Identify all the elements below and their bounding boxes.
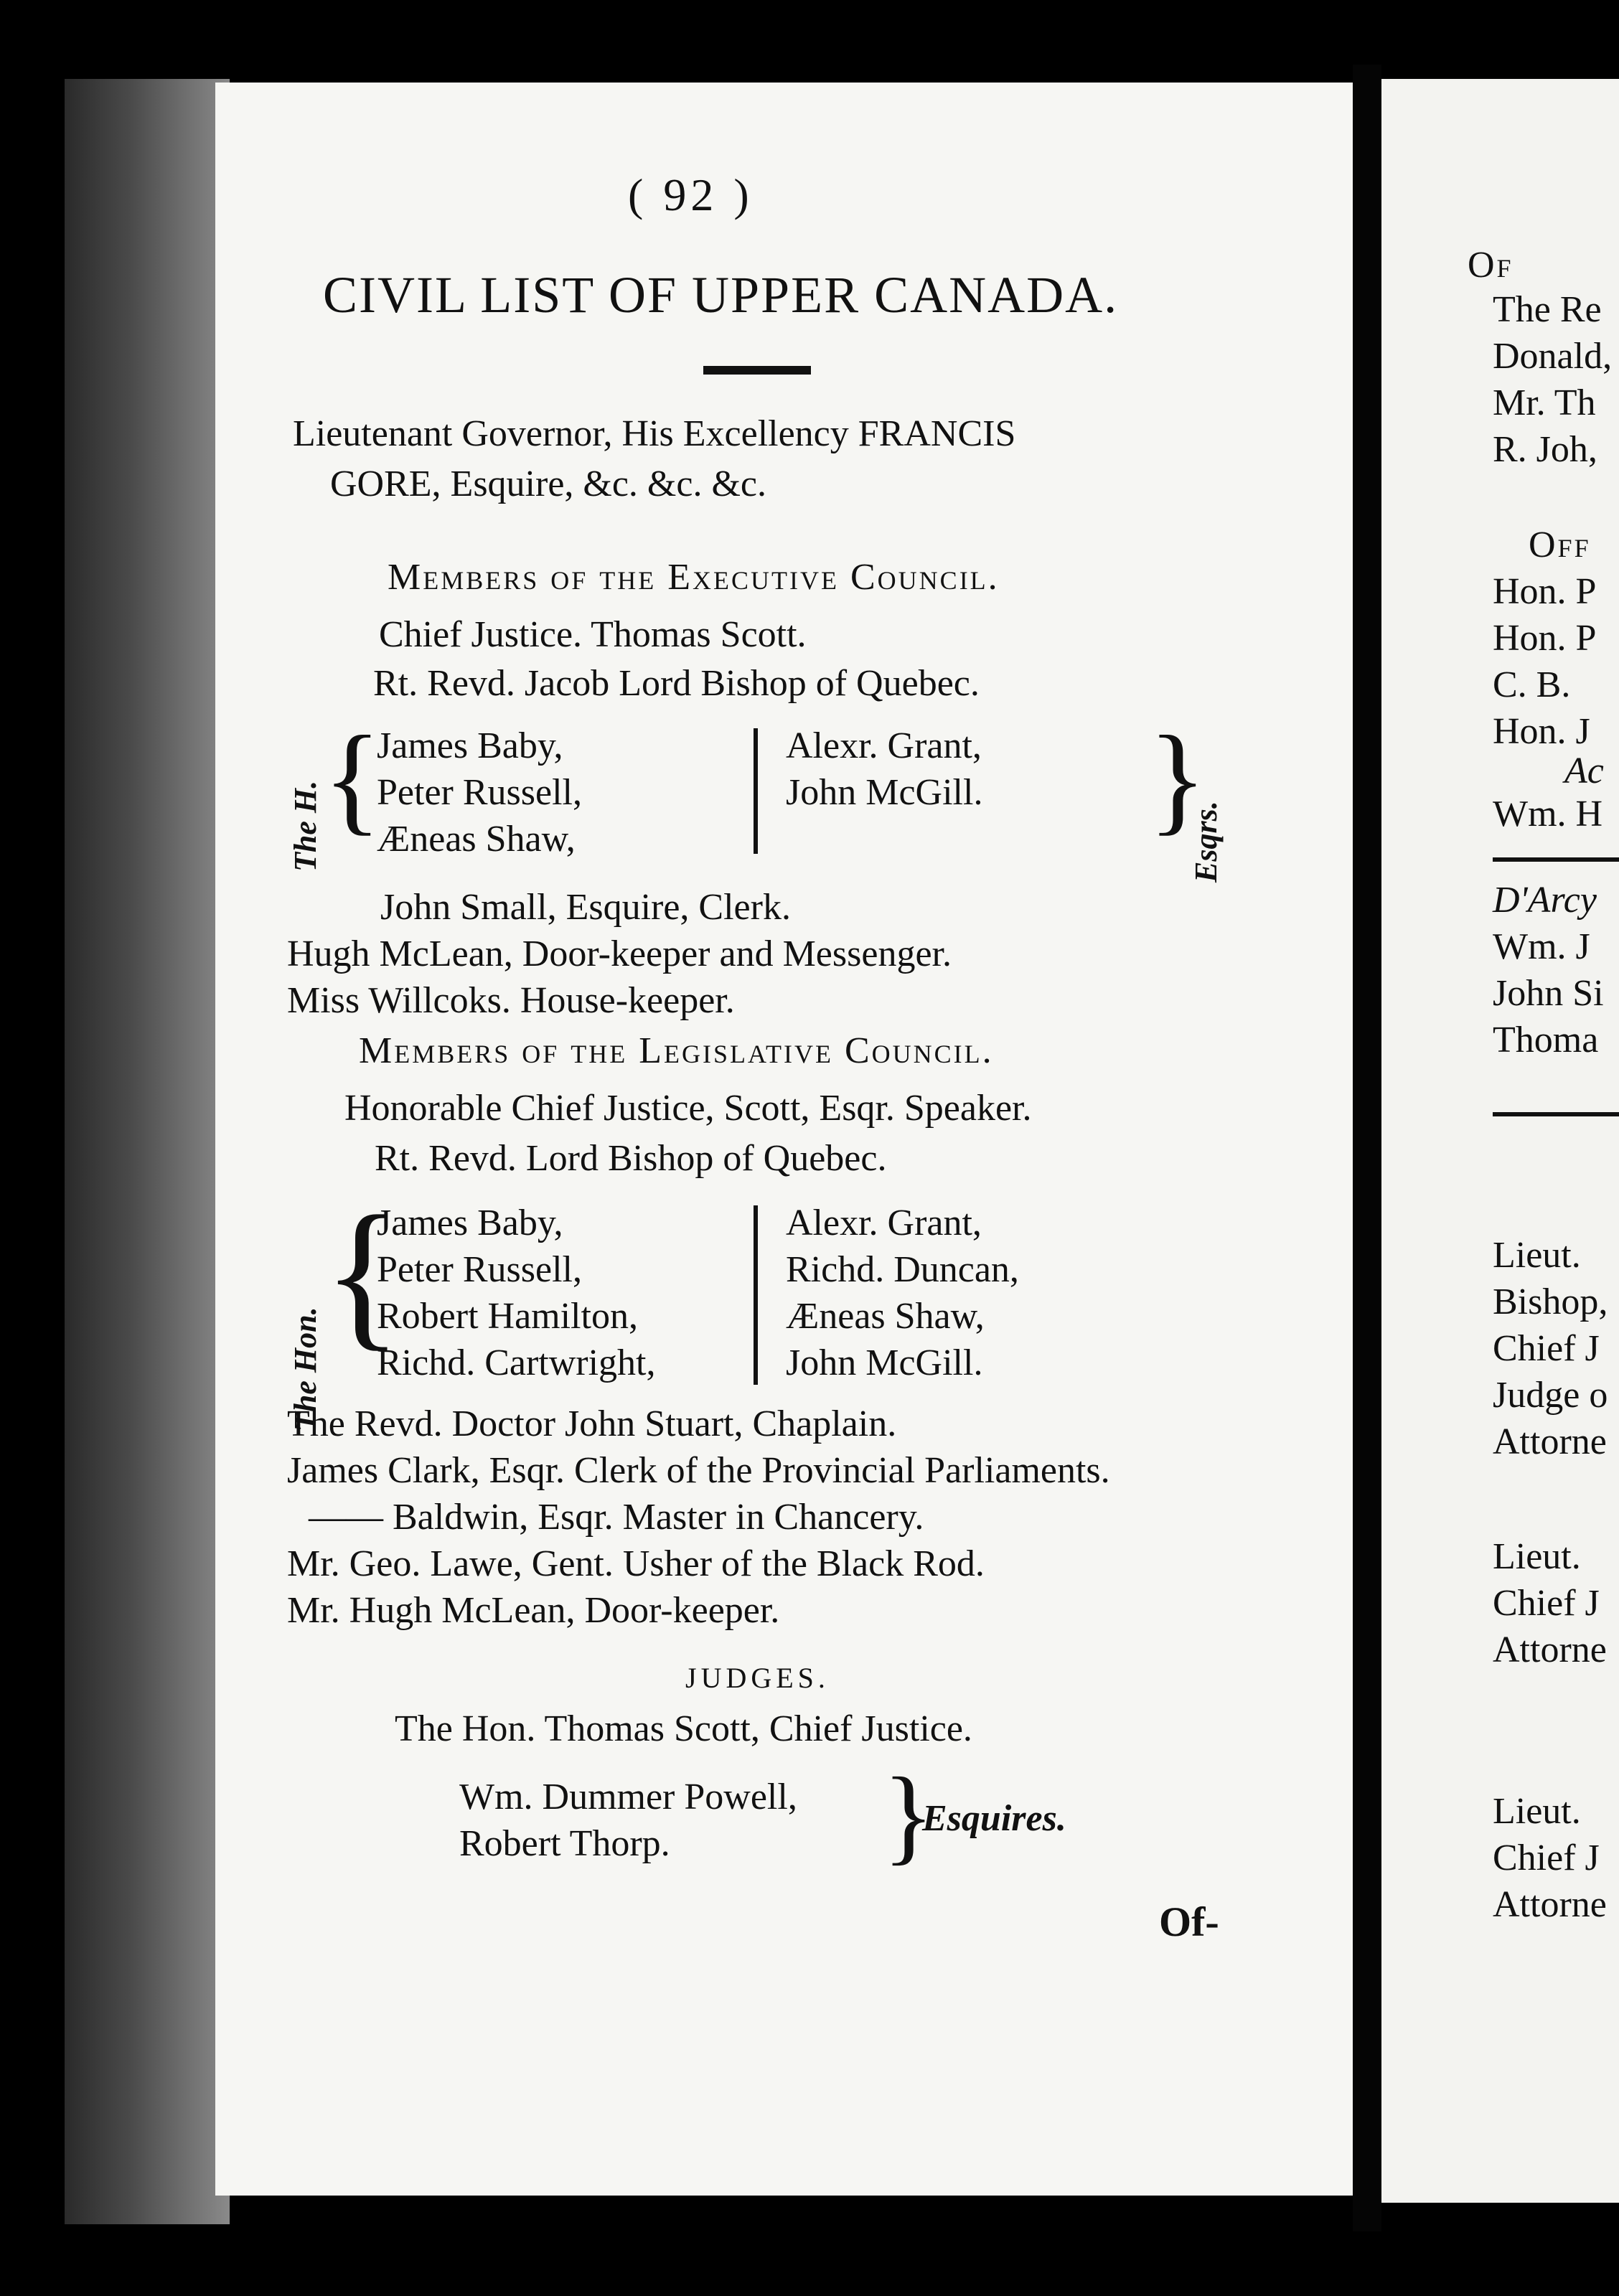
executive-member: Æneas Shaw, [377, 819, 576, 860]
executive-right-brace: } [1148, 711, 1207, 846]
right-line: Bishop, [1493, 1281, 1608, 1322]
legislative-door-keeper: Mr. Hugh McLean, Door-keeper. [287, 1590, 780, 1631]
executive-left-brace: { [323, 711, 382, 846]
legislative-member: Robert Hamilton, [377, 1296, 638, 1337]
judges-chief: The Hon. Thomas Scott, Chief Justice. [395, 1708, 972, 1749]
right-rule [1493, 857, 1619, 862]
right-line: C. B. [1493, 664, 1571, 705]
book-gutter [1353, 65, 1381, 2231]
governor-line-1: Lieutenant Governor, His Excellency FRANCIS [293, 413, 1016, 454]
right-line: Attorne [1493, 1884, 1607, 1925]
right-line: Wm. J [1493, 926, 1590, 967]
executive-right-label: Esqrs. [1188, 801, 1224, 883]
page-number: ( 92 ) [628, 169, 754, 220]
right-line: Attorne [1493, 1421, 1607, 1462]
legislative-member: Peter Russell, [377, 1249, 582, 1290]
right-line: Lieut. [1493, 1536, 1581, 1577]
right-line: The Re [1493, 289, 1602, 330]
right-line: John Si [1493, 973, 1604, 1014]
legislative-heading: Members of the Legislative Council. [359, 1030, 994, 1071]
column-divider [754, 728, 758, 854]
right-line: Lieut. [1493, 1235, 1581, 1276]
executive-door-keeper: Hugh McLean, Door-keeper and Messenger. [287, 933, 952, 974]
page-title: CIVIL LIST OF UPPER CANADA. [323, 266, 1119, 324]
right-line: Ac [1564, 751, 1604, 791]
right-line: Off [1529, 524, 1591, 565]
right-line: Of [1468, 245, 1514, 286]
executive-member: Alexr. Grant, [786, 725, 982, 766]
right-line: Judge o [1493, 1375, 1608, 1416]
legislative-master: —— Baldwin, Esqr. Master in Chancery. [309, 1497, 924, 1538]
right-line: Wm. H [1493, 794, 1603, 834]
legislative-member: Alexr. Grant, [786, 1203, 982, 1243]
right-line: Hon. P [1493, 571, 1597, 612]
right-line: Chief J [1493, 1583, 1600, 1624]
legislative-speaker: Honorable Chief Justice, Scott, Esqr. Speaker. [344, 1088, 1032, 1129]
right-line: Hon. P [1493, 618, 1597, 659]
judges-puisne: Wm. Dummer Powell, [459, 1777, 797, 1817]
judges-heading: JUDGES. [685, 1662, 830, 1694]
right-line: Lieut. [1493, 1791, 1581, 1832]
right-line: Attorne [1493, 1629, 1607, 1670]
legislative-left-brace: { [323, 1182, 403, 1365]
right-rule [1493, 1112, 1619, 1116]
judges-brace: } [883, 1756, 934, 1875]
legislative-member: John McGill. [786, 1342, 983, 1383]
legislative-member: Æneas Shaw, [786, 1296, 985, 1337]
right-line: D'Arcy [1493, 880, 1597, 921]
legislative-member: Richd. Cartwright, [377, 1342, 656, 1383]
right-line: Mr. Th [1493, 382, 1596, 423]
executive-clerk: John Small, Esquire, Clerk. [380, 887, 791, 928]
executive-house-keeper: Miss Willcoks. House-keeper. [287, 980, 735, 1021]
executive-member: James Baby, [377, 725, 563, 766]
executive-bishop: Rt. Revd. Jacob Lord Bishop of Quebec. [373, 663, 980, 704]
legislative-chaplain: The Revd. Doctor John Stuart, Chaplain. [287, 1403, 897, 1444]
legislative-member: Richd. Duncan, [786, 1249, 1019, 1290]
right-line: R. Joh, [1493, 429, 1597, 470]
legislative-member: James Baby, [377, 1203, 563, 1243]
catchword: Of- [1159, 1899, 1219, 1945]
title-rule [703, 366, 811, 375]
right-line: Hon. J [1493, 711, 1590, 752]
legislative-side-label: The Hon. [288, 1307, 323, 1431]
judges-puisne: Robert Thorp. [459, 1823, 670, 1864]
book-spine-edge [65, 79, 230, 2224]
legislative-usher: Mr. Geo. Lawe, Gent. Usher of the Black Rod. [287, 1543, 985, 1584]
judges-label: Esquires. [922, 1798, 1066, 1839]
executive-chief-justice: Chief Justice. Thomas Scott. [379, 614, 807, 655]
column-divider [754, 1205, 758, 1385]
executive-heading: Members of the Executive Council. [388, 557, 1000, 598]
legislative-clerk: James Clark, Esqr. Clerk of the Provincial Parliaments. [287, 1450, 1110, 1491]
right-line: Thoma [1493, 1020, 1599, 1060]
right-line: Chief J [1493, 1838, 1600, 1878]
executive-member: Peter Russell, [377, 772, 582, 813]
legislative-bishop: Rt. Revd. Lord Bishop of Quebec. [375, 1138, 887, 1179]
right-line: Donald, [1493, 336, 1613, 377]
right-line: Chief J [1493, 1328, 1600, 1369]
right-page [1381, 79, 1619, 2203]
governor-line-2: GORE, Esquire, &c. &c. &c. [330, 464, 766, 504]
executive-member: John McGill. [786, 772, 983, 813]
executive-side-label: The H. [288, 780, 323, 872]
left-page [215, 83, 1353, 2196]
